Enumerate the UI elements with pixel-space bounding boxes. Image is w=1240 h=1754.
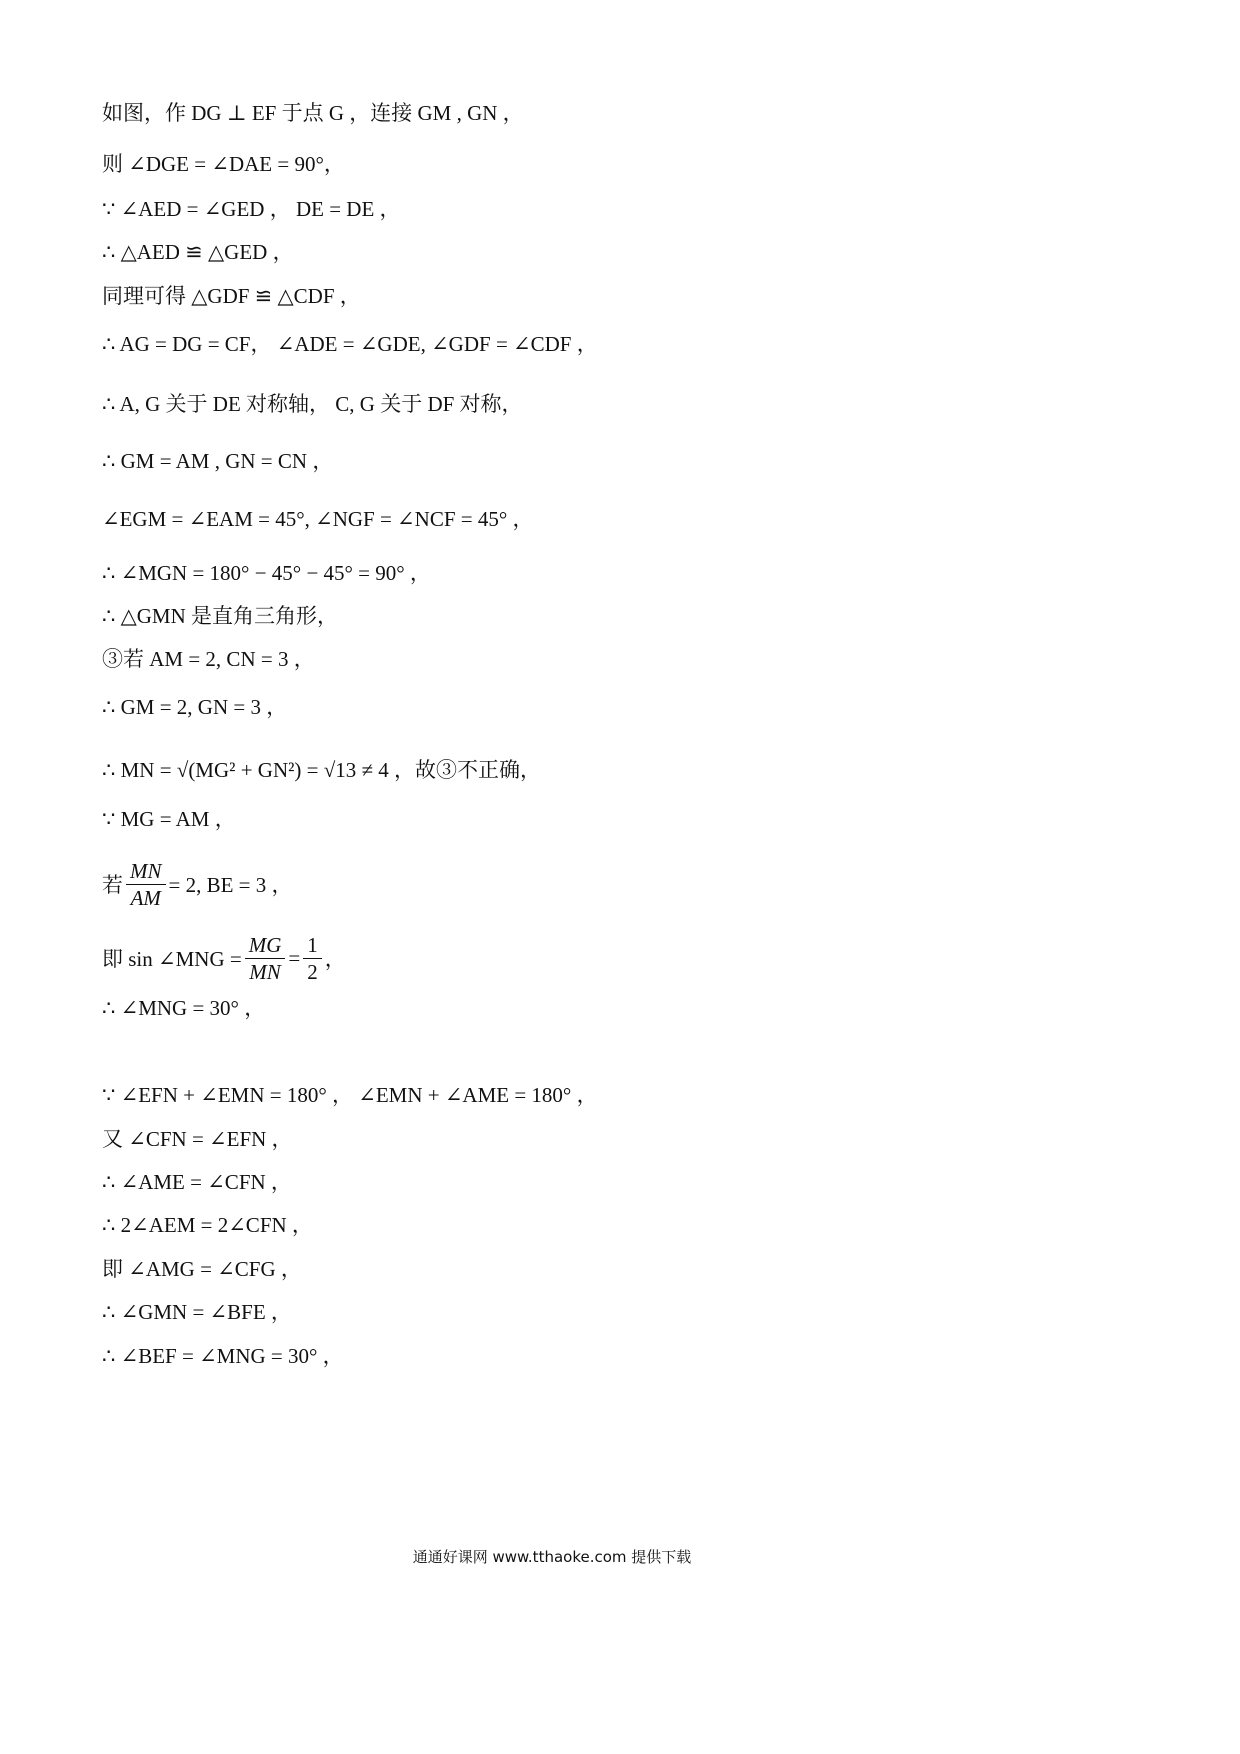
solution-line: 即 ∠AMG = ∠CFG ， xyxy=(102,1257,302,1281)
solution-line: ∴ ∠MNG = 30° ， xyxy=(102,996,266,1020)
solution-line: ∴ ∠AME = ∠CFN ， xyxy=(102,1170,292,1194)
solution-line: ∴ ∠BEF = ∠MNG = 30° ， xyxy=(102,1344,344,1368)
fraction-prefix: 即 sin ∠MNG = xyxy=(102,947,242,971)
fraction-numerator: 1 xyxy=(303,934,322,959)
fraction-numerator: MG xyxy=(245,934,286,959)
fraction-line-sine xyxy=(102,928,346,988)
solution-line: ∵ ∠EFN + ∠EMN = 180° ， ∠EMN + ∠AME = 180° ， xyxy=(102,1083,598,1107)
solution-line: ∵ MG = AM ， xyxy=(102,807,236,831)
fraction-mn-over-am xyxy=(126,860,166,909)
solution-line: ∠EGM = ∠EAM = 45°, ∠NGF = ∠NCF = 45° ， xyxy=(102,507,534,531)
fraction-denominator: MN xyxy=(249,959,281,984)
solution-line: ∴ AG = DG = CF， ∠ADE = ∠GDE, ∠GDF = ∠CDF ， xyxy=(102,332,598,356)
solution-line: ∴ GM = AM , GN = CN ， xyxy=(102,449,334,473)
fraction-numerator: MN xyxy=(126,860,166,885)
solution-line: ∴ △GMN 是直角三角形， xyxy=(102,604,339,628)
solution-line: ③若 AM = 2, CN = 3 ， xyxy=(102,647,315,671)
solution-line: ∴ 2∠AEM = 2∠CFN ， xyxy=(102,1213,313,1237)
fraction-line-ratio xyxy=(102,854,293,914)
solution-line: ∴ A, G 关于 DE 对称轴， C, G 关于 DF 对称， xyxy=(102,392,523,416)
fraction-suffix: ， xyxy=(324,947,346,971)
page-footer: 通通好课网 www.tthaoke.com 提供下载 xyxy=(412,1548,692,1566)
fraction-denominator: 2 xyxy=(307,959,318,984)
fraction-mg-over-mn xyxy=(245,934,286,983)
solution-line: ∵ ∠AED = ∠GED ， DE = DE ， xyxy=(102,197,401,221)
solution-line: 如图，作 DG ⊥ EF 于点 G ，连接 GM , GN ， xyxy=(102,101,524,125)
solution-line: ∴ GM = 2, GN = 3 ， xyxy=(102,695,288,719)
solution-line: 则 ∠DGE = ∠DAE = 90°， xyxy=(102,152,345,176)
solution-line: ∴ MN = √(MG² + GN²) = √13 ≠ 4 ，故③不正确， xyxy=(102,758,542,782)
fraction-prefix: 若 xyxy=(102,873,123,897)
solution-line: ∴ ∠GMN = ∠BFE ， xyxy=(102,1300,292,1324)
fraction-suffix: = 2, BE = 3 ， xyxy=(168,873,293,897)
solution-line: ∴ △AED ≌ △GED ， xyxy=(102,240,294,264)
solution-line: 同理可得 △GDF ≌ △CDF ， xyxy=(102,284,361,308)
solution-line: 又 ∠CFN = ∠EFN ， xyxy=(102,1127,293,1151)
solution-line: ∴ ∠MGN = 180° − 45° − 45° = 90° ， xyxy=(102,561,431,585)
equals-sign: = xyxy=(288,945,301,970)
fraction-one-half xyxy=(303,934,322,983)
fraction-denominator: AM xyxy=(130,885,161,910)
